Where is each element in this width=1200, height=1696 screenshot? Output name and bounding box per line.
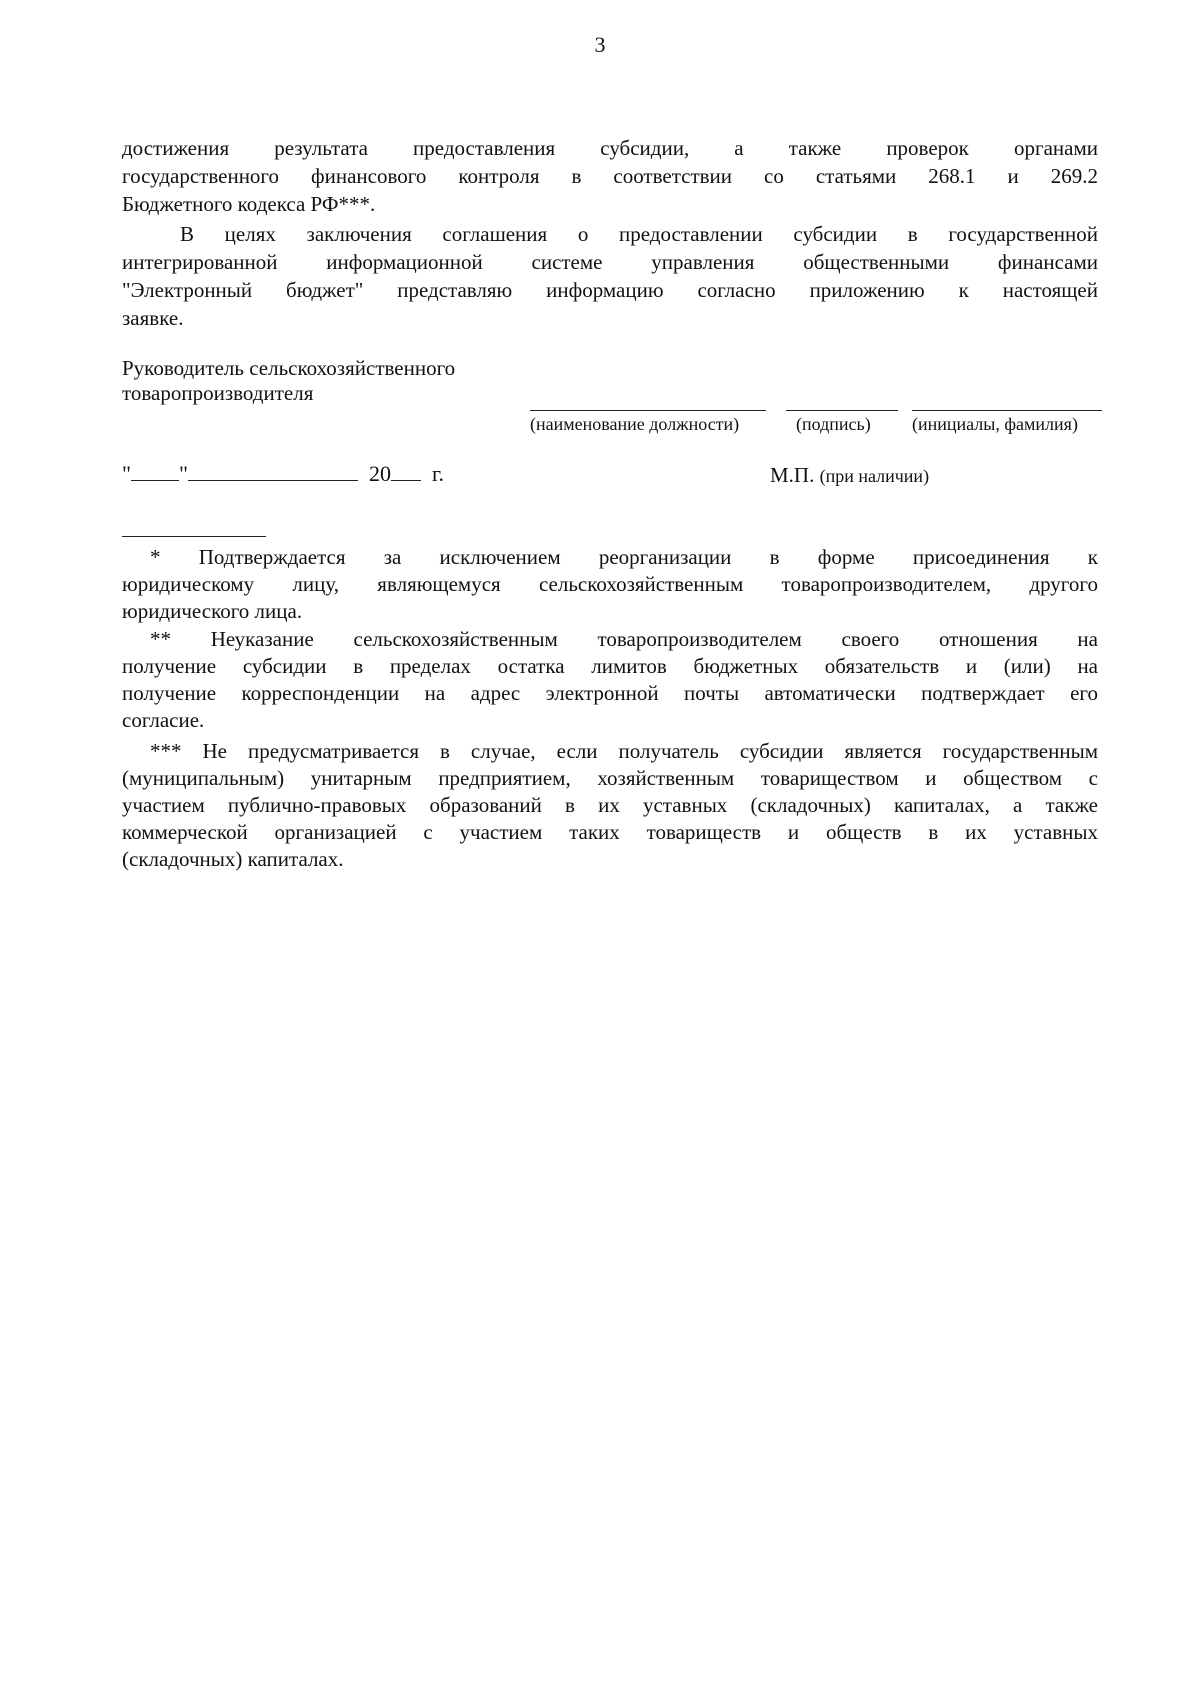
stamp-note: (при наличии) xyxy=(819,466,930,486)
text-line: заявке. xyxy=(122,306,184,330)
text-line: "Электронный бюджет" представляю информацию согласно приложению к настоящей xyxy=(122,278,1098,302)
footnote-line: * Подтверждается за исключением реорганизации в форме присоединения к xyxy=(150,545,1098,569)
text-line: достижения результата предоставления субсидии, а также проверок органами xyxy=(122,136,1098,160)
date-quote-close: " xyxy=(178,461,188,486)
footnote-1 xyxy=(122,544,1098,625)
paragraph-continuation xyxy=(122,134,1098,218)
footnote-line: (складочных) капиталах. xyxy=(122,847,344,871)
text-line: Бюджетного кодекса РФ***. xyxy=(122,192,376,216)
footnote-line: участием публично-правовых образований в их уставных (складочных) капиталах, а также xyxy=(122,793,1098,817)
stamp-label: М.П. xyxy=(770,463,815,487)
year-suffix: г. xyxy=(431,461,445,486)
date-field xyxy=(122,460,444,487)
signature-blank-line xyxy=(786,410,898,411)
stamp-place xyxy=(770,463,929,488)
name-label: (инициалы, фамилия) xyxy=(912,414,1078,434)
year-blank xyxy=(391,460,421,481)
text-line: В целях заключения соглашения о предоставлении субсидии в государственной xyxy=(180,222,1098,246)
footnote-line: юридическому лицу, являющемуся сельскохозяйственным товаропроизводителем, другого xyxy=(122,572,1098,596)
signer-title xyxy=(122,356,455,406)
position-label: (наименование должности) xyxy=(530,414,740,434)
footnote-line: юридического лица. xyxy=(122,599,303,623)
footnote-3 xyxy=(122,738,1098,873)
footnote-line: коммерческой организацией с участием таких товариществ и обществ в их уставных xyxy=(122,820,1098,844)
month-blank xyxy=(188,460,358,481)
text-line: государственного финансового контроля в соответствии со статьями 268.1 и 269.2 xyxy=(122,164,1098,188)
footnote-line: (муниципальным) унитарным предприятием, хозяйственным товариществом и обществом с xyxy=(122,766,1098,790)
footnote-2 xyxy=(122,626,1098,734)
footnote-line: *** Не предусматривается в случае, если получатель субсидии является государственным xyxy=(150,739,1098,763)
footnote-line: получение субсидии в пределах остатка лимитов бюджетных обязательств и (или) на xyxy=(122,654,1098,678)
signer-line: Руководитель сельскохозяйственного xyxy=(122,356,456,380)
name-blank-line xyxy=(912,410,1102,411)
page-number: 3 xyxy=(594,32,606,57)
date-quote-open: " xyxy=(122,461,131,486)
signature-label: (подпись) xyxy=(796,414,871,434)
footnote-separator xyxy=(122,536,266,537)
text-line: интегрированной информационной системе управления общественными финансами xyxy=(122,250,1098,274)
signer-line: товаропроизводителя xyxy=(122,381,314,405)
position-blank-line xyxy=(530,410,766,411)
day-blank xyxy=(131,460,179,481)
footnote-line: согласие. xyxy=(122,708,205,732)
paragraph-electronic-budget xyxy=(122,220,1098,332)
footnote-line: ** Неуказание сельскохозяйственным товаропроизводителем своего отношения на xyxy=(150,627,1098,651)
footnote-line: получение корреспонденции на адрес электронной почты автоматически подтверждает его xyxy=(122,681,1098,705)
year-prefix: 20 xyxy=(368,461,391,486)
